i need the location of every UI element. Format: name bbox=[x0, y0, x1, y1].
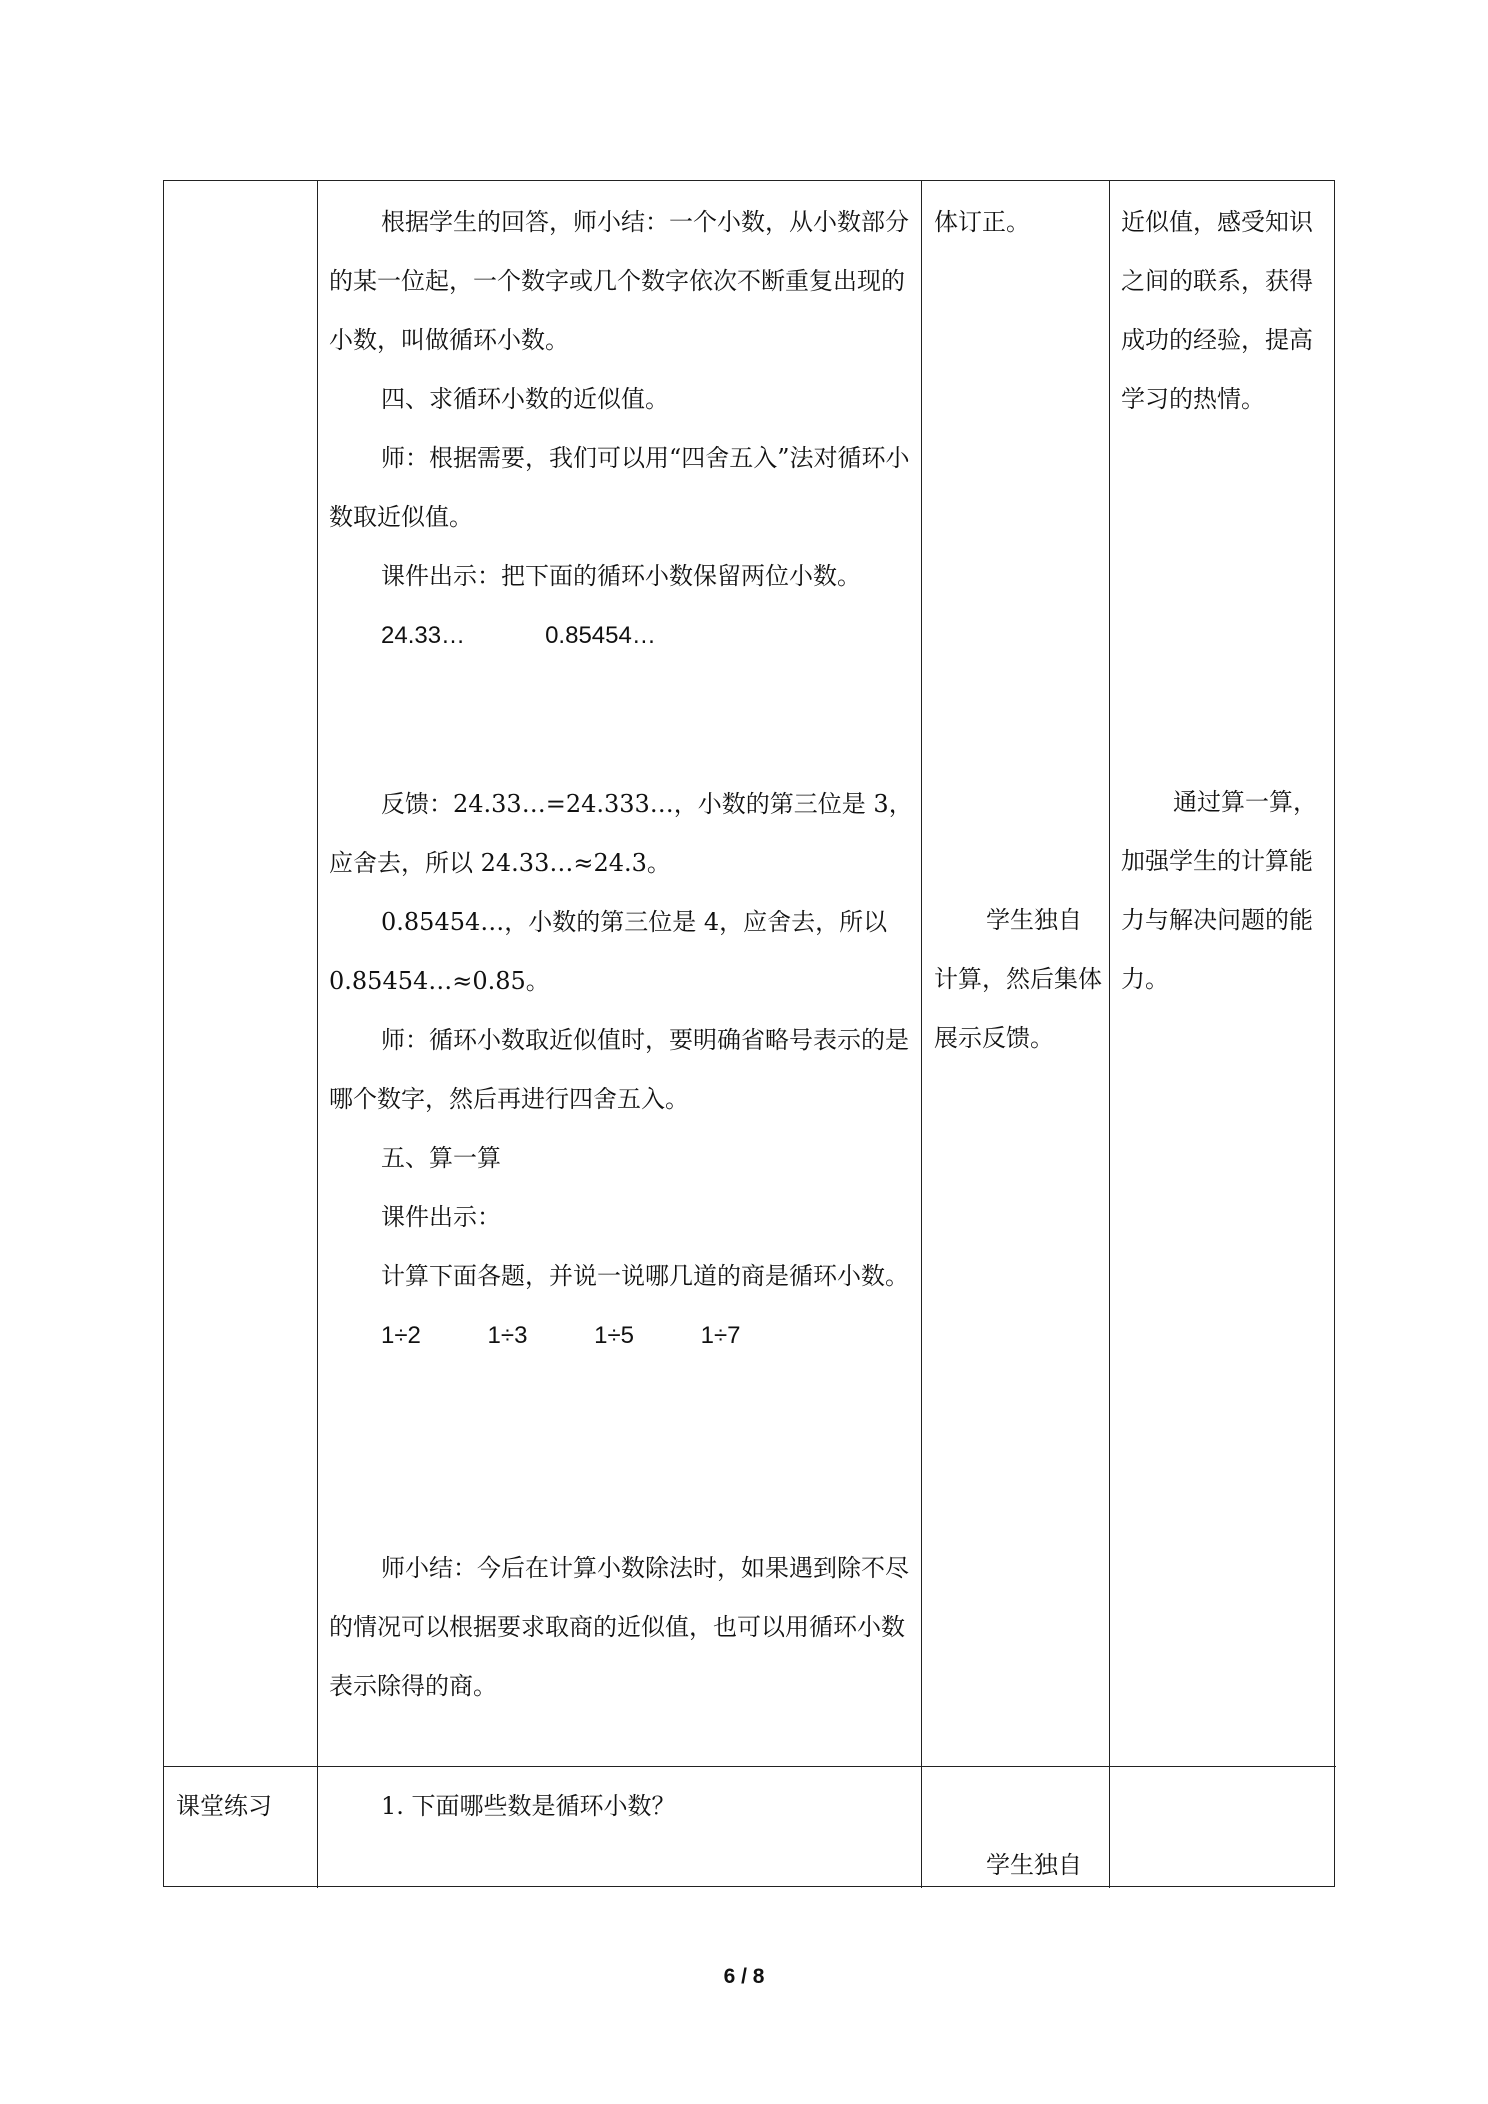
section-heading-4: 四、求循环小数的近似值。 bbox=[381, 385, 669, 413]
design-intent-2: 通过算一算，加强学生的计算能力与解决问题的能力。 bbox=[1121, 788, 1317, 993]
design-intent-1: 近似值，感受知识之间的联系，获得成功的经验，提高学习的热情。 bbox=[1121, 208, 1313, 413]
section-heading-5: 五、算一算 bbox=[381, 1144, 501, 1172]
teaching-content-cell bbox=[329, 193, 915, 1716]
practice-label-cell bbox=[176, 1777, 316, 1836]
student-activity-2: 学生独自计算，然后集体展示反馈。 bbox=[934, 906, 1102, 1052]
practice-student-activity: 学生独自 bbox=[986, 1851, 1082, 1879]
page-number: 6 / 8 bbox=[723, 1965, 765, 1988]
column-divider-1 bbox=[317, 181, 318, 1888]
practice-question-1: 1. 下面哪些数是循环小数？ bbox=[381, 1792, 676, 1820]
design-intent-cell-2 bbox=[1121, 773, 1326, 1009]
teacher-remark-ellipsis: 师：循环小数取近似值时，要明确省略号表示的是哪个数字，然后再进行四舍五入。 bbox=[329, 1026, 909, 1113]
student-activity-1: 体订正。 bbox=[934, 208, 1030, 236]
blank-space-2 bbox=[329, 1365, 915, 1539]
design-intent-cell bbox=[1121, 193, 1326, 429]
column-divider-2 bbox=[921, 181, 922, 1888]
feedback-2: 0.85454…，小数的第三位是 4，应舍去，所以0.85454…≈0.85。 bbox=[329, 908, 888, 995]
row-divider bbox=[164, 1766, 1336, 1767]
division-problems: 1÷2 1÷3 1÷5 1÷7 bbox=[381, 1322, 741, 1349]
practice-content-cell bbox=[329, 1777, 915, 1836]
example-numbers-1: 24.33… 0.85454… bbox=[381, 622, 656, 649]
column-divider-3 bbox=[1109, 181, 1110, 1888]
teacher-remark-rounding: 师：根据需要，我们可以用“四舍五入”法对循环小数取近似值。 bbox=[329, 444, 910, 531]
calculation-task: 计算下面各题，并说一说哪几道的商是循环小数。 bbox=[381, 1262, 909, 1290]
blank-space-1 bbox=[329, 665, 915, 775]
lesson-table bbox=[163, 180, 1335, 1887]
summary-definition: 根据学生的回答，师小结：一个小数，从小数部分的某一位起，一个数字或几个数字依次不断重复出现的小数，叫做循环小数。 bbox=[329, 208, 909, 354]
feedback-1: 反馈：24.33…=24.333…，小数的第三位是 3，应舍去，所以 24.33…≈24.3。 bbox=[329, 790, 913, 877]
student-activity-cell bbox=[934, 193, 1104, 252]
practice-label: 课堂练习 bbox=[176, 1792, 272, 1820]
courseware-label: 课件出示： bbox=[381, 1203, 501, 1231]
student-activity-cell-2 bbox=[934, 891, 1104, 1068]
teacher-summary: 师小结：今后在计算小数除法时，如果遇到除不尽的情况可以根据要求取商的近似值，也可以用循环小数表示除得的商。 bbox=[329, 1554, 909, 1700]
practice-student-cell bbox=[934, 1836, 1104, 1895]
courseware-task-1: 课件出示：把下面的循环小数保留两位小数。 bbox=[381, 562, 861, 590]
